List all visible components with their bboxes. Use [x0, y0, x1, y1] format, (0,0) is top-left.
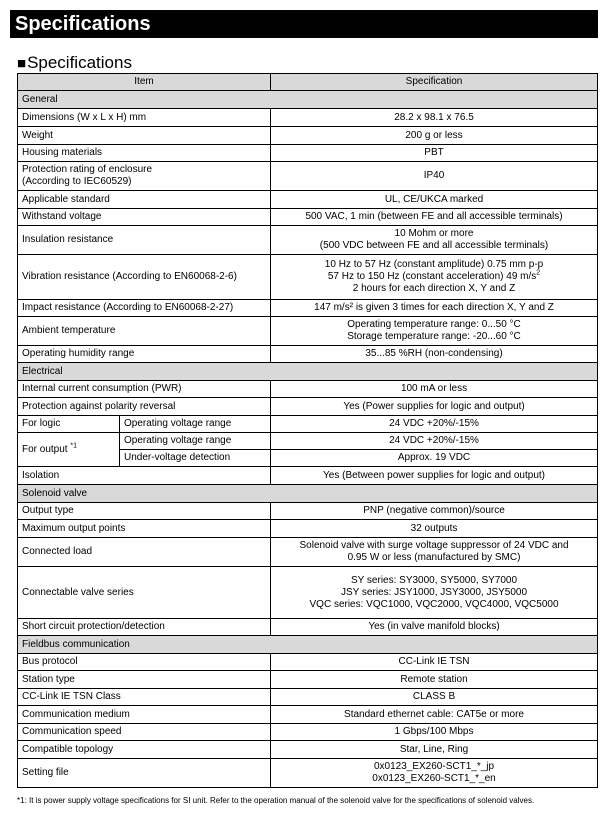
section-title-text: Specifications	[27, 53, 132, 72]
value-line: SY series: SY3000, SY5000, SY7000	[350, 574, 518, 586]
row-value: PBT	[271, 145, 598, 162]
value-line: Operating temperature range: 0...50 °C	[347, 319, 521, 330]
row-label: Withstand voltage	[18, 209, 271, 226]
row-value	[271, 567, 598, 619]
row-value: 200 g or less	[271, 127, 598, 145]
table-row	[18, 416, 598, 433]
section-fieldbus: Fieldbus communication	[18, 636, 598, 654]
row-label: Station type	[18, 671, 271, 689]
table-row	[18, 162, 598, 191]
table-header	[18, 74, 598, 91]
table-row	[18, 741, 598, 759]
row-label: Maximum output points	[18, 520, 271, 538]
row-label: Applicable standard	[18, 191, 271, 209]
row-value: 147 m/s² is given 3 times for each direction X, Y and Z	[271, 300, 598, 317]
row-value: Approx. 19 VDC	[271, 450, 598, 467]
footnote: *1: It is power supply voltage specifications for SI unit. Refer to the operation manual of the solenoid valve for the specifications of solenoid valves.	[17, 796, 535, 805]
row-value: 24 VDC +20%/-15%	[271, 433, 598, 450]
row-value	[271, 255, 598, 300]
table-row	[18, 538, 598, 567]
row-value: Standard ethernet cable: CAT5e or more	[271, 706, 598, 724]
row-label: Communication speed	[18, 724, 271, 741]
superscript: 2	[536, 269, 541, 277]
value-line: Solenoid valve with surge voltage suppressor of 24 VDC and	[299, 540, 569, 551]
row-value: Yes (in valve manifold blocks)	[271, 619, 598, 636]
row-value: 32 outputs	[271, 520, 598, 538]
row-sublabel: Operating voltage range	[120, 433, 271, 450]
table-row	[18, 346, 598, 363]
table-row	[18, 671, 598, 689]
row-label	[18, 433, 120, 467]
row-value	[271, 538, 598, 567]
row-label: Communication medium	[18, 706, 271, 724]
table-row	[18, 567, 598, 619]
table-row	[18, 759, 598, 788]
specifications-table	[17, 73, 598, 788]
row-label: Weight	[18, 127, 271, 145]
footnote-marker: *1	[70, 442, 77, 450]
value-line: JSY series: JSY1000, JSY3000, JSY5000	[340, 586, 528, 598]
table-row	[18, 654, 598, 671]
row-value: UL, CE/UKCA marked	[271, 191, 598, 209]
label-line: Protection rating of enclosure	[22, 164, 153, 175]
value-line: 2 hours for each direction X, Y and Z	[352, 283, 516, 294]
row-label: Impact resistance (According to EN60068-2-27)	[18, 300, 271, 317]
row-value	[271, 226, 598, 255]
table-row	[18, 145, 598, 162]
table-row	[18, 226, 598, 255]
row-label: Vibration resistance (According to EN60068-2-6)	[18, 255, 271, 300]
value-line: 0x0123_EX260-SCT1_*_en	[372, 773, 496, 784]
table-row	[18, 689, 598, 706]
row-value: 1 Gbps/100 Mbps	[271, 724, 598, 741]
row-label: Short circuit protection/detection	[18, 619, 271, 636]
label-line: (According to IEC60529)	[22, 176, 132, 187]
row-label: Output type	[18, 503, 271, 520]
row-value: 24 VDC +20%/-15%	[271, 416, 598, 433]
row-value: Yes (Between power supplies for logic and output)	[271, 467, 598, 485]
table-row	[18, 300, 598, 317]
section-solenoid: Solenoid valve	[18, 485, 598, 503]
row-value: Yes (Power supplies for logic and output)	[271, 398, 598, 416]
row-value	[271, 317, 598, 346]
row-value: CC-Link IE TSN	[271, 654, 598, 671]
table-row	[18, 191, 598, 209]
row-label: Compatible topology	[18, 741, 271, 759]
table-row	[18, 619, 598, 636]
table-row	[18, 706, 598, 724]
value-line: 10 Hz to 57 Hz (constant amplitude) 0.75 mm p-p	[324, 259, 544, 270]
table-row	[18, 255, 598, 300]
row-label: Housing materials	[18, 145, 271, 162]
value-line: 0.95 W or less (manufactured by SMC)	[347, 552, 521, 563]
table-row	[18, 467, 598, 485]
value-line: 57 Hz to 150 Hz (constant acceleration) 49 m/s	[327, 271, 537, 282]
row-label: For logic	[18, 416, 120, 433]
value-line: (500 VDC between FE and all accessible terminals)	[319, 240, 549, 251]
row-sublabel: Operating voltage range	[120, 416, 271, 433]
row-label: Bus protocol	[18, 654, 271, 671]
section-general: General	[18, 91, 598, 109]
table-row	[18, 520, 598, 538]
row-label: Dimensions (W x L x H) mm	[18, 109, 271, 127]
header-spec: Specification	[271, 74, 598, 91]
table-row	[18, 381, 598, 398]
row-value	[271, 759, 598, 788]
row-value: 28.2 x 98.1 x 76.5	[271, 109, 598, 127]
row-label: Operating humidity range	[18, 346, 271, 363]
row-label: Ambient temperature	[18, 317, 271, 346]
row-value: 35...85 %RH (non-condensing)	[271, 346, 598, 363]
row-label: Protection against polarity reversal	[18, 398, 271, 416]
page-banner: Specifications	[10, 10, 598, 38]
table-row	[18, 503, 598, 520]
row-label: Isolation	[18, 467, 271, 485]
value-line: 0x0123_EX260-SCT1_*_jp	[373, 761, 495, 772]
row-value: CLASS B	[271, 689, 598, 706]
square-bullet-icon: ■	[17, 55, 27, 72]
row-value: 100 mA or less	[271, 381, 598, 398]
header-item: Item	[18, 74, 271, 91]
table-row	[18, 433, 598, 450]
row-value: Remote station	[271, 671, 598, 689]
value-line: Storage temperature range: -20...60 °C	[347, 331, 521, 342]
value-line: VQC series: VQC1000, VQC2000, VQC4000, VQC5000	[309, 598, 559, 610]
value-line: 10 Mohm or more	[394, 228, 474, 239]
row-label: Connected load	[18, 538, 271, 567]
row-label: Internal current consumption (PWR)	[18, 381, 271, 398]
row-label: Connectable valve series	[18, 567, 271, 619]
table-row	[18, 209, 598, 226]
row-sublabel: Under-voltage detection	[120, 450, 271, 467]
table-row	[18, 317, 598, 346]
row-value: Star, Line, Ring	[271, 741, 598, 759]
section-title	[17, 53, 132, 74]
section-electrical: Electrical	[18, 363, 598, 381]
table-row	[18, 127, 598, 145]
table-row	[18, 724, 598, 741]
label-text: For output	[22, 443, 68, 455]
table-row	[18, 109, 598, 127]
row-value: PNP (negative common)/source	[271, 503, 598, 520]
row-value: 500 VAC, 1 min (between FE and all accessible terminals)	[271, 209, 598, 226]
row-label: CC-Link IE TSN Class	[18, 689, 271, 706]
row-value: IP40	[271, 162, 598, 191]
row-label: Setting file	[18, 759, 271, 788]
table-row	[18, 398, 598, 416]
row-label: Insulation resistance	[18, 226, 271, 255]
row-label	[18, 162, 271, 191]
